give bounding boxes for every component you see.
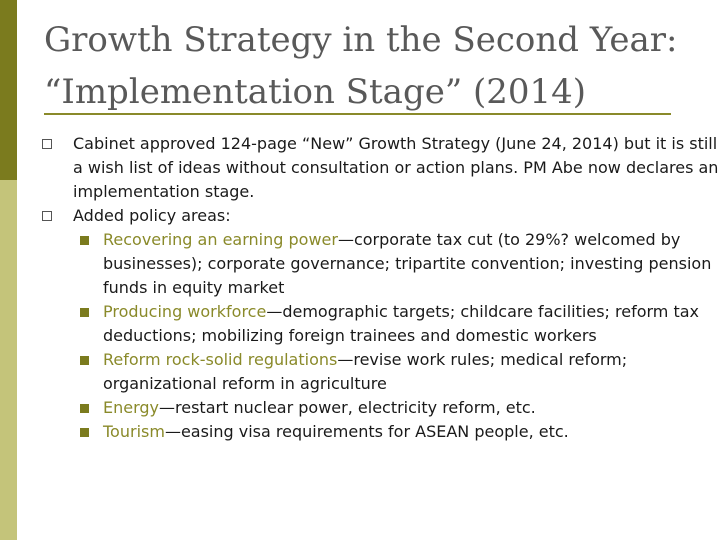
title-divider	[44, 113, 671, 115]
bullet-text: Cabinet approved 124-page “New” Growth Strategy (June 24, 2014) but it is still a wish list of ideas without consultation or action plans. PM Abe now declares an implementation stage.	[73, 134, 719, 201]
sub-bullet-item	[0, 396, 720, 420]
sub-bullet-item	[0, 228, 720, 300]
title-line-2: “Implementation Stage” (2014)	[44, 72, 587, 112]
solid-square-bullet-icon	[80, 236, 89, 245]
hollow-square-bullet-icon	[42, 139, 52, 149]
sub-bullet-highlight: Reform rock-solid regulations	[103, 350, 338, 369]
sub-bullet-item	[0, 420, 720, 444]
hollow-square-bullet-icon	[42, 211, 52, 221]
solid-square-bullet-icon	[80, 308, 89, 317]
sub-bullet-text: —easing visa requirements for ASEAN people, etc.	[164, 422, 569, 441]
bullet-list	[0, 132, 720, 444]
sub-bullet-item	[0, 348, 720, 396]
sub-bullet-highlight: Energy	[103, 398, 160, 417]
sub-bullet-highlight: Producing workforce	[103, 302, 267, 321]
bullet-text: Added policy areas:	[73, 206, 231, 225]
sub-bullet-text: —restart nuclear power, electricity reform, etc.	[159, 398, 536, 417]
sub-bullet-text: —revise work rules; medical reform; organizational reform in agriculture	[103, 350, 628, 393]
title-line-1: Growth Strategy in the Second Year:	[44, 20, 678, 60]
solid-square-bullet-icon	[80, 404, 89, 413]
sub-bullet-highlight: Tourism	[103, 422, 165, 441]
sub-bullet-text: —corporate tax cut (to 29%? welcomed by businesses); corporate governance; tripartite convention; investing pension funds in equity market	[103, 230, 712, 297]
sub-bullet-text: —demographic targets; childcare facilities; reform tax deductions; mobilizing foreign trainees and domestic workers	[103, 302, 700, 345]
bullet-item	[0, 132, 720, 204]
sub-bullet-highlight: Recovering an earning power	[103, 230, 338, 249]
solid-square-bullet-icon	[80, 428, 89, 437]
solid-square-bullet-icon	[80, 356, 89, 365]
sub-bullet-item	[0, 300, 720, 348]
bullet-item	[0, 204, 720, 228]
slide-title	[44, 14, 704, 118]
